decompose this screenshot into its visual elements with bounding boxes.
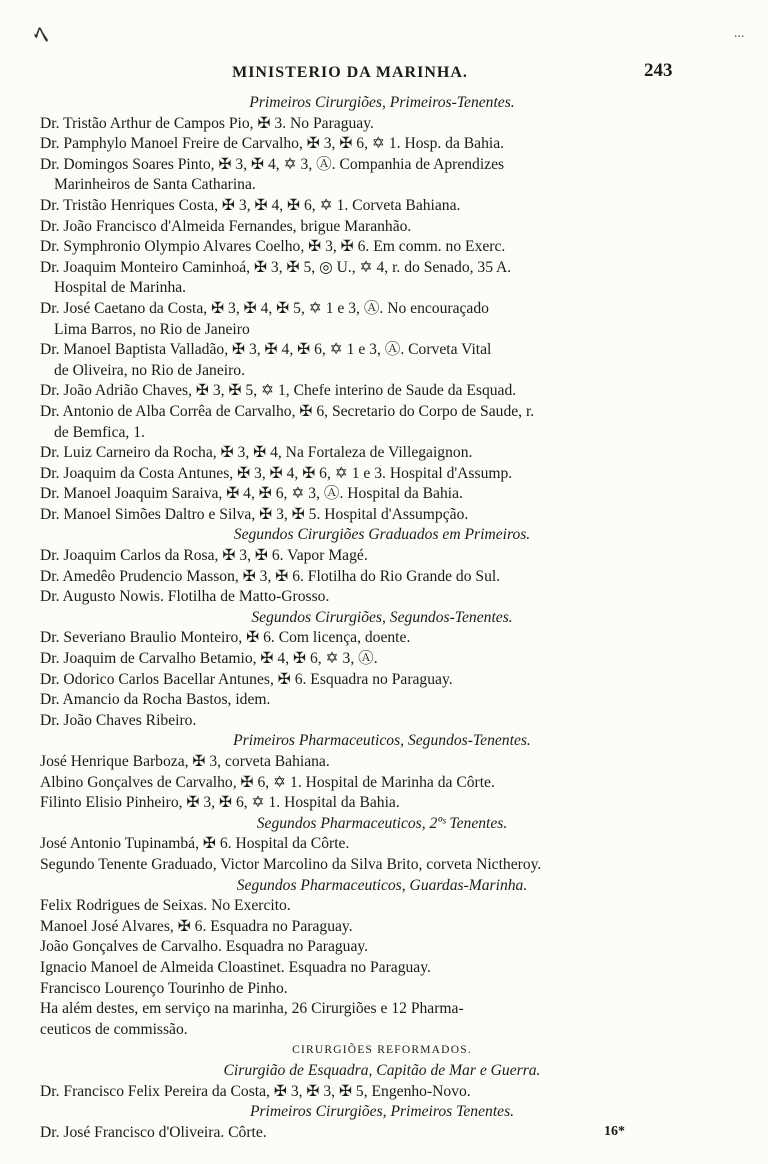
section-heading: Segundos Pharmaceuticos, 2ºˢ Tenentes. (256, 814, 508, 832)
text-line: de Bemfica, 1. (54, 423, 145, 441)
text-line: Dr. Antonio de Alba Corrêa de Carvalho, ✠ 6, Secretario do Corpo de Saude, r. (40, 402, 535, 420)
text-line: Ignacio Manoel de Almeida Cloastinet. Esquadra no Paraguay. (40, 958, 431, 976)
document-body (34, 93, 730, 1143)
section-heading: Primeiros Cirurgiões, Primeiros-Tenentes. (249, 94, 515, 111)
text-line: Dr. Francisco Felix Pereira da Costa, ✠ 3, ✠ 3, ✠ 5, Engenho-Novo. (40, 1082, 471, 1100)
section-heading: Segundos Cirurgiões, Segundos-Tenentes. (251, 608, 513, 626)
text-line: Dr. Joaquim de Carvalho Betamio, ✠ 4, ✠ 6, ✡ 3, Ⓐ. (40, 650, 378, 668)
text-line: Manoel José Alvares, ✠ 6. Esquadra no Paraguay. (40, 917, 353, 935)
text-line: Segundo Tenente Graduado, Victor Marcolino da Silva Brito, corveta Nictheroy. (40, 855, 542, 873)
text-line: Dr. Joaquim da Costa Antunes, ✠ 3, ✠ 4, ✠ 6, ✡ 1 e 3. Hospital d'Assump. (40, 464, 513, 482)
section-heading: Cirurgião de Esquadra, Capitão de Mar e Guerra. (223, 1061, 541, 1079)
section-heading: Segundos Pharmaceuticos, Guardas-Marinha. (236, 876, 528, 894)
text-line: Dr. Joaquim Monteiro Caminhoá, ✠ 3, ✠ 5, ◎ U., ✡ 4, r. do Senado, 35 A. (40, 258, 512, 276)
running-title: MINISTERIO DA MARINHA. (232, 64, 468, 81)
text-line: Filinto Elisio Pinheiro, ✠ 3, ✠ 6, ✡ 1. Hospital da Bahia. (40, 794, 400, 812)
text-line: Dr. Luiz Carneiro da Rocha, ✠ 3, ✠ 4, Na Fortaleza de Villegaignon. (40, 444, 473, 462)
text-line: Dr. Augusto Nowis. Flotilha de Matto-Grosso. (40, 588, 330, 606)
text-line: Ha além destes, em serviço na marinha, 26 Cirurgiões e 12 Pharma- (40, 1000, 464, 1018)
text-line: Marinheiros de Santa Catharina. (54, 176, 256, 194)
text-line: Dr. José Francisco d'Oliveira. Côrte. (40, 1123, 267, 1141)
text-line: Dr. Manoel Baptista Valladão, ✠ 3, ✠ 4, ✠ 6, ✡ 1 e 3, Ⓐ. Corveta Vital (40, 341, 492, 359)
text-line: Dr. João Chaves Ribeiro. (40, 711, 197, 729)
text-line: Dr. Tristão Henriques Costa, ✠ 3, ✠ 4, ✠ 6, ✡ 1. Corveta Bahiana. (40, 196, 461, 214)
text-line: José Antonio Tupinambá, ✠ 6. Hospital da Côrte. (40, 835, 350, 853)
section-heading: Primeiros Cirurgiões, Primeiros Tenentes. (249, 1103, 515, 1121)
signature-mark: 16* (604, 1124, 625, 1139)
text-line: Dr. Joaquim Carlos da Rosa, ✠ 3, ✠ 6. Vapor Magé. (40, 547, 368, 565)
text-line: Dr. José Caetano da Costa, ✠ 3, ✠ 4, ✠ 5, ✡ 1 e 3, Ⓐ. No encouraçado (40, 299, 489, 317)
corner-mark-left: ﾍ (34, 20, 49, 51)
section-heading: Segundos Cirurgiões Graduados em Primeiros. (233, 526, 531, 544)
text-line: Dr. João Francisco d'Almeida Fernandes, brigue Maranhão. (40, 217, 412, 235)
section-heading: CIRURGIÕES REFORMADOS. (292, 1044, 472, 1057)
text-line: Dr. Manoel Simões Daltro e Silva, ✠ 3, ✠ 5. Hospital d'Assumpção. (40, 505, 469, 523)
text-line: Dr. Manoel Joaquim Saraiva, ✠ 4, ✠ 6, ✡ 3, Ⓐ. Hospital da Bahia. (40, 485, 463, 503)
text-line: Dr. Amancio da Rocha Bastos, idem. (40, 691, 271, 709)
page-number: 243 (644, 60, 673, 81)
text-line: José Henrique Barboza, ✠ 3, corveta Bahiana. (40, 753, 330, 770)
text-line: Dr. Symphronio Olympio Alvares Coelho, ✠ 3, ✠ 6. Em comm. no Exerc. (40, 238, 506, 256)
text-line: ceuticos de commissão. (40, 1020, 188, 1038)
text-line: Dr. Domingos Soares Pinto, ✠ 3, ✠ 4, ✡ 3, Ⓐ. Companhia de Aprendizes (40, 155, 505, 173)
text-line: Albino Gonçalves de Carvalho, ✠ 6, ✡ 1. Hospital de Marinha da Côrte. (40, 773, 495, 791)
text-line: Dr. Odorico Carlos Bacellar Antunes, ✠ 6. Esquadra no Paraguay. (40, 670, 453, 688)
text-line: Dr. Amedêo Prudencio Masson, ✠ 3, ✠ 6. Flotilha do Rio Grande do Sul. (40, 567, 501, 585)
text-line: João Gonçalves de Carvalho. Esquadra no Paraguay. (40, 938, 369, 956)
text-line: Hospital de Marinha. (54, 279, 187, 297)
text-line: Dr. João Adrião Chaves, ✠ 3, ✠ 5, ✡ 1, Chefe interino de Saude da Esquad. (40, 382, 517, 400)
text-line: Dr. Tristão Arthur de Campos Pio, ✠ 3. No Paraguay. (40, 114, 374, 132)
section-heading: Primeiros Pharmaceuticos, Segundos-Tenentes. (233, 732, 531, 750)
text-line: Dr. Severiano Braulio Monteiro, ✠ 6. Com licença, doente. (40, 629, 411, 647)
text-line: de Oliveira, no Rio de Janeiro. (54, 361, 245, 379)
text-line: Francisco Lourenço Tourinho de Pinho. (40, 979, 288, 997)
corner-mark-right: ... (734, 26, 745, 41)
text-line: Dr. Pamphylo Manoel Freire de Carvalho, ✠ 3, ✠ 6, ✡ 1. Hosp. da Bahia. (40, 135, 505, 153)
text-line: Felix Rodrigues de Seixas. No Exercito. (40, 897, 291, 915)
text-line: Lima Barros, no Rio de Janeiro (54, 320, 250, 338)
